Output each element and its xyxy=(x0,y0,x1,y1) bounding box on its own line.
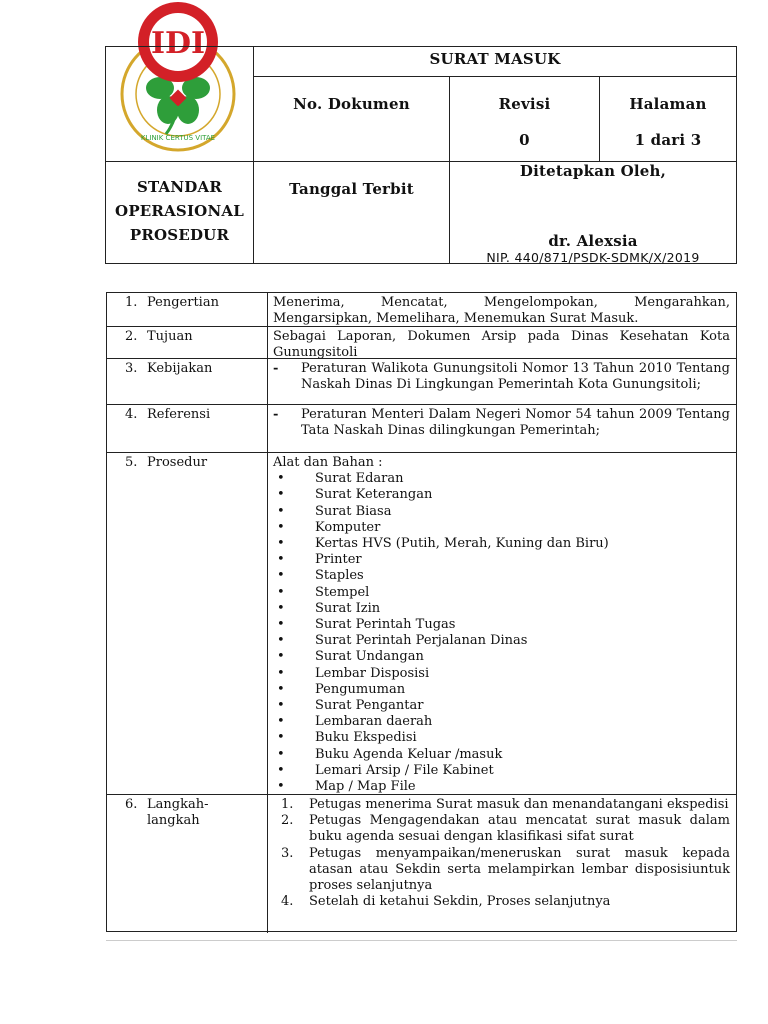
dash-marker: - xyxy=(273,407,279,422)
list-item-text: Kertas HVS (Putih, Merah, Kuning dan Biru) xyxy=(315,536,609,552)
list-item xyxy=(273,666,730,682)
bullet-marker: • xyxy=(277,698,285,714)
sop-title xyxy=(106,175,253,247)
row-label: Tujuan xyxy=(147,329,193,344)
bullet-marker: • xyxy=(277,730,285,746)
bullet-marker: • xyxy=(277,714,285,730)
list-item xyxy=(273,714,730,730)
list-item xyxy=(273,471,730,487)
list-item xyxy=(273,633,730,649)
row-label: Referensi xyxy=(147,407,211,422)
list-item-text: Buku Ekspedisi xyxy=(315,730,417,746)
content-table xyxy=(106,292,737,932)
list-item-text: Staples xyxy=(315,568,364,584)
row-prosedur xyxy=(107,453,736,795)
bullet-marker: • xyxy=(277,762,285,778)
referensi-text: Peraturan Menteri Dalam Negeri Nomor 54 tahun 2009 Tentang Tata Naskah Dinas dilingkungan Pemerintah; xyxy=(301,407,730,439)
dash-marker: - xyxy=(273,361,279,376)
bullet-marker: • xyxy=(277,649,285,665)
step-item xyxy=(273,894,730,910)
step-text: Petugas menerima Surat masuk dan menandatangani ekspedisi xyxy=(309,797,729,812)
step-item xyxy=(273,813,730,845)
step-item xyxy=(273,797,730,813)
revisi-label: Revisi xyxy=(498,95,551,113)
list-item xyxy=(273,682,730,698)
row-number: 1. xyxy=(125,295,138,310)
sop-title-line: OPERASIONAL xyxy=(115,202,244,220)
row-referensi xyxy=(107,405,736,453)
bullet-marker: • xyxy=(277,584,285,600)
step-text: Petugas Mengagendakan atau mencatat surat masuk dalam buku agenda sesuai dengan klasifikasi sifat surat xyxy=(309,813,730,845)
bullet-marker: • xyxy=(277,681,285,697)
bullet-marker: • xyxy=(277,471,285,487)
row-number: 2. xyxy=(125,329,138,344)
ditetapkan-label: Ditetapkan Oleh, xyxy=(519,162,667,180)
bullet-marker: • xyxy=(277,552,285,568)
list-item xyxy=(273,617,730,633)
list-item xyxy=(273,698,730,714)
bullet-marker: • xyxy=(277,536,285,552)
bullet-marker: • xyxy=(277,568,285,584)
sop-title-line: STANDAR xyxy=(136,178,223,196)
list-item-text: Pengumuman xyxy=(315,681,406,697)
list-item-text: Surat Perintah Perjalanan Dinas xyxy=(315,633,528,649)
tanggal-terbit-label: Tanggal Terbit xyxy=(289,180,414,198)
signer-nip: NIP. 440/871/PSDK-SDMK/X/2019 xyxy=(486,250,700,265)
list-item xyxy=(273,568,730,584)
list-item-text: Lemari Arsip / File Kabinet xyxy=(315,762,494,778)
list-item-text: Surat Izin xyxy=(315,600,381,616)
bullet-marker: • xyxy=(277,746,285,762)
list-item xyxy=(273,649,730,665)
pengertian-text: Mengarsipkan, Memelihara, Menemukan Surat Masuk. xyxy=(273,311,639,327)
list-item xyxy=(273,747,730,763)
list-item-text: Surat Perintah Tugas xyxy=(315,617,456,633)
step-number: 4. xyxy=(281,894,294,910)
row-pengertian xyxy=(107,293,736,327)
step-text: Petugas menyampaikan/meneruskan surat masuk kepada atasan atau Sekdin serta melampirkan lembar disposisiuntuk proses selanjutnya xyxy=(309,845,730,894)
halaman-value: 1 dari 3 xyxy=(634,131,702,149)
row-number: 4. xyxy=(125,407,138,422)
tujuan-text: Sebagai Laporan, Dokumen Arsip pada Dinas Kesehatan Kota Gunungsitoli xyxy=(273,329,730,361)
logo-ring-text: KLINIK CERTUS VITAE xyxy=(140,134,216,142)
list-item xyxy=(273,601,730,617)
list-item xyxy=(273,763,730,779)
list-item xyxy=(273,487,730,503)
list-item-text: Stempel xyxy=(315,584,370,600)
revisi-value: 0 xyxy=(519,131,530,149)
row-label: Pengertian xyxy=(147,295,219,310)
row-number: 3. xyxy=(125,361,138,376)
list-item-text: Map / Map File xyxy=(315,779,416,795)
list-item-text: Lembaran daerah xyxy=(315,714,433,730)
bullet-marker: • xyxy=(277,600,285,616)
step-text: Setelah di ketahui Sekdin, Proses selanjutnya xyxy=(309,894,611,910)
pengertian-text: Menerima, Mencatat, Mengelompokan, Mengarahkan, xyxy=(273,295,730,310)
idi-text: IDI xyxy=(150,26,206,61)
list-item xyxy=(273,520,730,536)
bullet-marker: • xyxy=(277,665,285,681)
bullet-marker: • xyxy=(277,779,285,795)
row-number: 5. xyxy=(125,455,138,470)
list-item-text: Surat Keterangan xyxy=(315,487,433,503)
signer-name: dr. Alexsia xyxy=(548,232,638,250)
row-langkah xyxy=(107,795,736,933)
list-item-text: Lembar Disposisi xyxy=(315,665,430,681)
halaman-label: Halaman xyxy=(629,95,707,113)
step-item xyxy=(273,846,730,895)
prosedur-intro: Alat dan Bahan : xyxy=(273,455,383,470)
bullet-marker: • xyxy=(277,503,285,519)
header-table xyxy=(105,46,737,264)
row-label: Kebijakan xyxy=(147,361,213,376)
step-number: 3. xyxy=(281,845,294,861)
no-dokumen-label: No. Dokumen xyxy=(293,95,410,113)
row-label: Prosedur xyxy=(147,455,208,470)
row-number: 6. xyxy=(125,797,138,812)
list-item-text: Komputer xyxy=(315,519,381,535)
list-item-text: Printer xyxy=(315,552,362,568)
list-item xyxy=(273,585,730,601)
list-item xyxy=(273,552,730,568)
step-number: 2. xyxy=(281,813,294,829)
row-kebijakan xyxy=(107,359,736,405)
list-item xyxy=(273,779,730,795)
bullet-marker: • xyxy=(277,633,285,649)
page-divider xyxy=(106,940,737,941)
list-item-text: Surat Pengantar xyxy=(315,698,424,714)
bullet-marker: • xyxy=(277,519,285,535)
kebijakan-text: Peraturan Walikota Gunungsitoli Nomor 13 Tahun 2010 Tentang Naskah Dinas Di Lingkungan Pemerintah Kota Gunungsitoli; xyxy=(301,361,730,393)
list-item-text: Surat Edaran xyxy=(315,471,404,487)
bullet-marker: • xyxy=(277,617,285,633)
row-label: langkah xyxy=(147,813,200,829)
row-label: Langkah- xyxy=(147,797,209,812)
list-item xyxy=(273,504,730,520)
doc-title: SURAT MASUK xyxy=(429,50,561,68)
list-item xyxy=(273,730,730,746)
sop-title-line: PROSEDUR xyxy=(129,226,230,244)
list-item-text: Surat Undangan xyxy=(315,649,424,665)
row-tujuan xyxy=(107,327,736,359)
step-number: 1. xyxy=(281,797,294,812)
list-item-text: Surat Biasa xyxy=(315,503,392,519)
list-item xyxy=(273,536,730,552)
bullet-marker: • xyxy=(277,487,285,503)
list-item-text: Buku Agenda Keluar /masuk xyxy=(315,746,503,762)
